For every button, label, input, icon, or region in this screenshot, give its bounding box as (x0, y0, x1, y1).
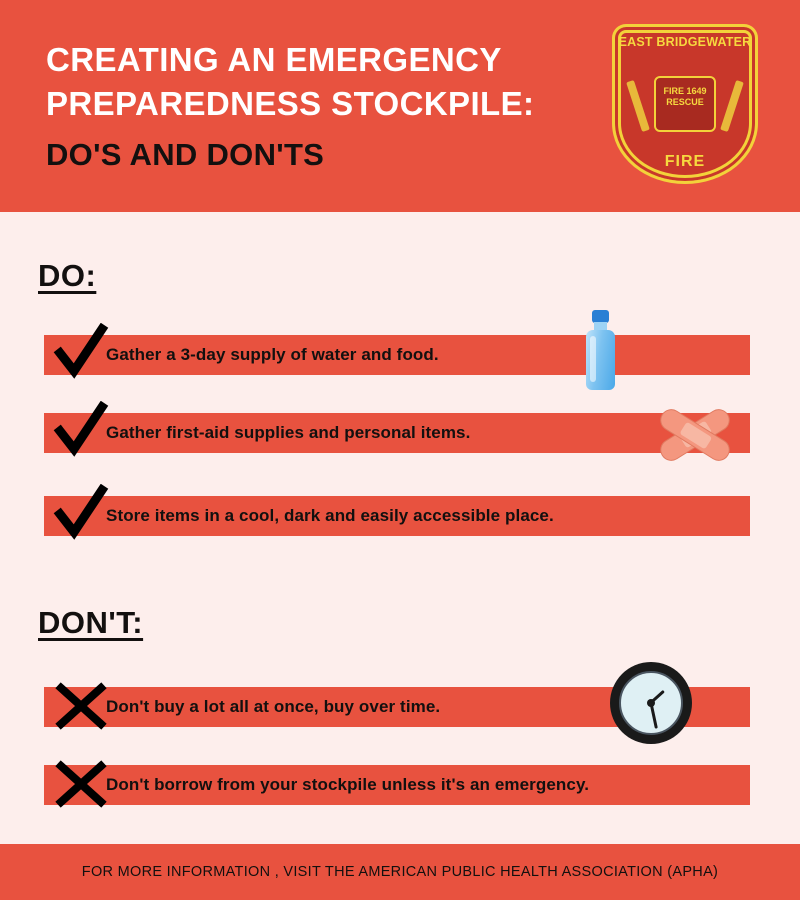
do-item-text-2: Gather first-aid supplies and personal items. (106, 423, 471, 442)
badge-top-text: EAST BRIDGEWATER (618, 35, 752, 49)
clock-icon (610, 662, 692, 744)
do-item-text-1: Gather a 3-day supply of water and food. (106, 345, 439, 364)
section-heading-dont: DON'T: (38, 605, 144, 640)
badge-center-emblem: FIRE 1649 RESCUE (654, 76, 716, 132)
badge-bottom-text: FIRE (664, 153, 706, 170)
page-subtitle: DO'S AND DON'TS (46, 136, 325, 172)
do-item-row-2 (44, 413, 750, 453)
title-line-2: PREPAREDNESS STOCKPILE: (46, 84, 535, 122)
footer-banner (0, 844, 800, 900)
bandaid-icon (648, 398, 740, 470)
bottle-shine (590, 336, 596, 382)
dont-item-text-1: Don't buy a lot all at once, buy over time. (106, 697, 441, 716)
dont-item-row-2 (44, 765, 750, 805)
water-bottle-icon (583, 310, 619, 392)
do-item-text-3: Store items in a cool, dark and easily accessible place. (106, 506, 554, 525)
clock-center-pin (647, 699, 655, 707)
dont-item-text-2: Don't borrow from your stockpile unless it's an emergency. (106, 775, 590, 794)
footer-text: FOR MORE INFORMATION , VISIT THE AMERICAN PUBLIC HEALTH ASSOCIATION (APHA) (81, 864, 719, 880)
section-heading-do: DO: (38, 258, 97, 293)
page-title (46, 38, 626, 175)
do-item-row-3 (44, 496, 750, 536)
east-bridgewater-fire-badge (612, 24, 758, 184)
header-banner (0, 0, 800, 212)
title-line-1: CREATING AN EMERGENCY (46, 41, 502, 78)
do-item-row-1 (44, 335, 750, 375)
